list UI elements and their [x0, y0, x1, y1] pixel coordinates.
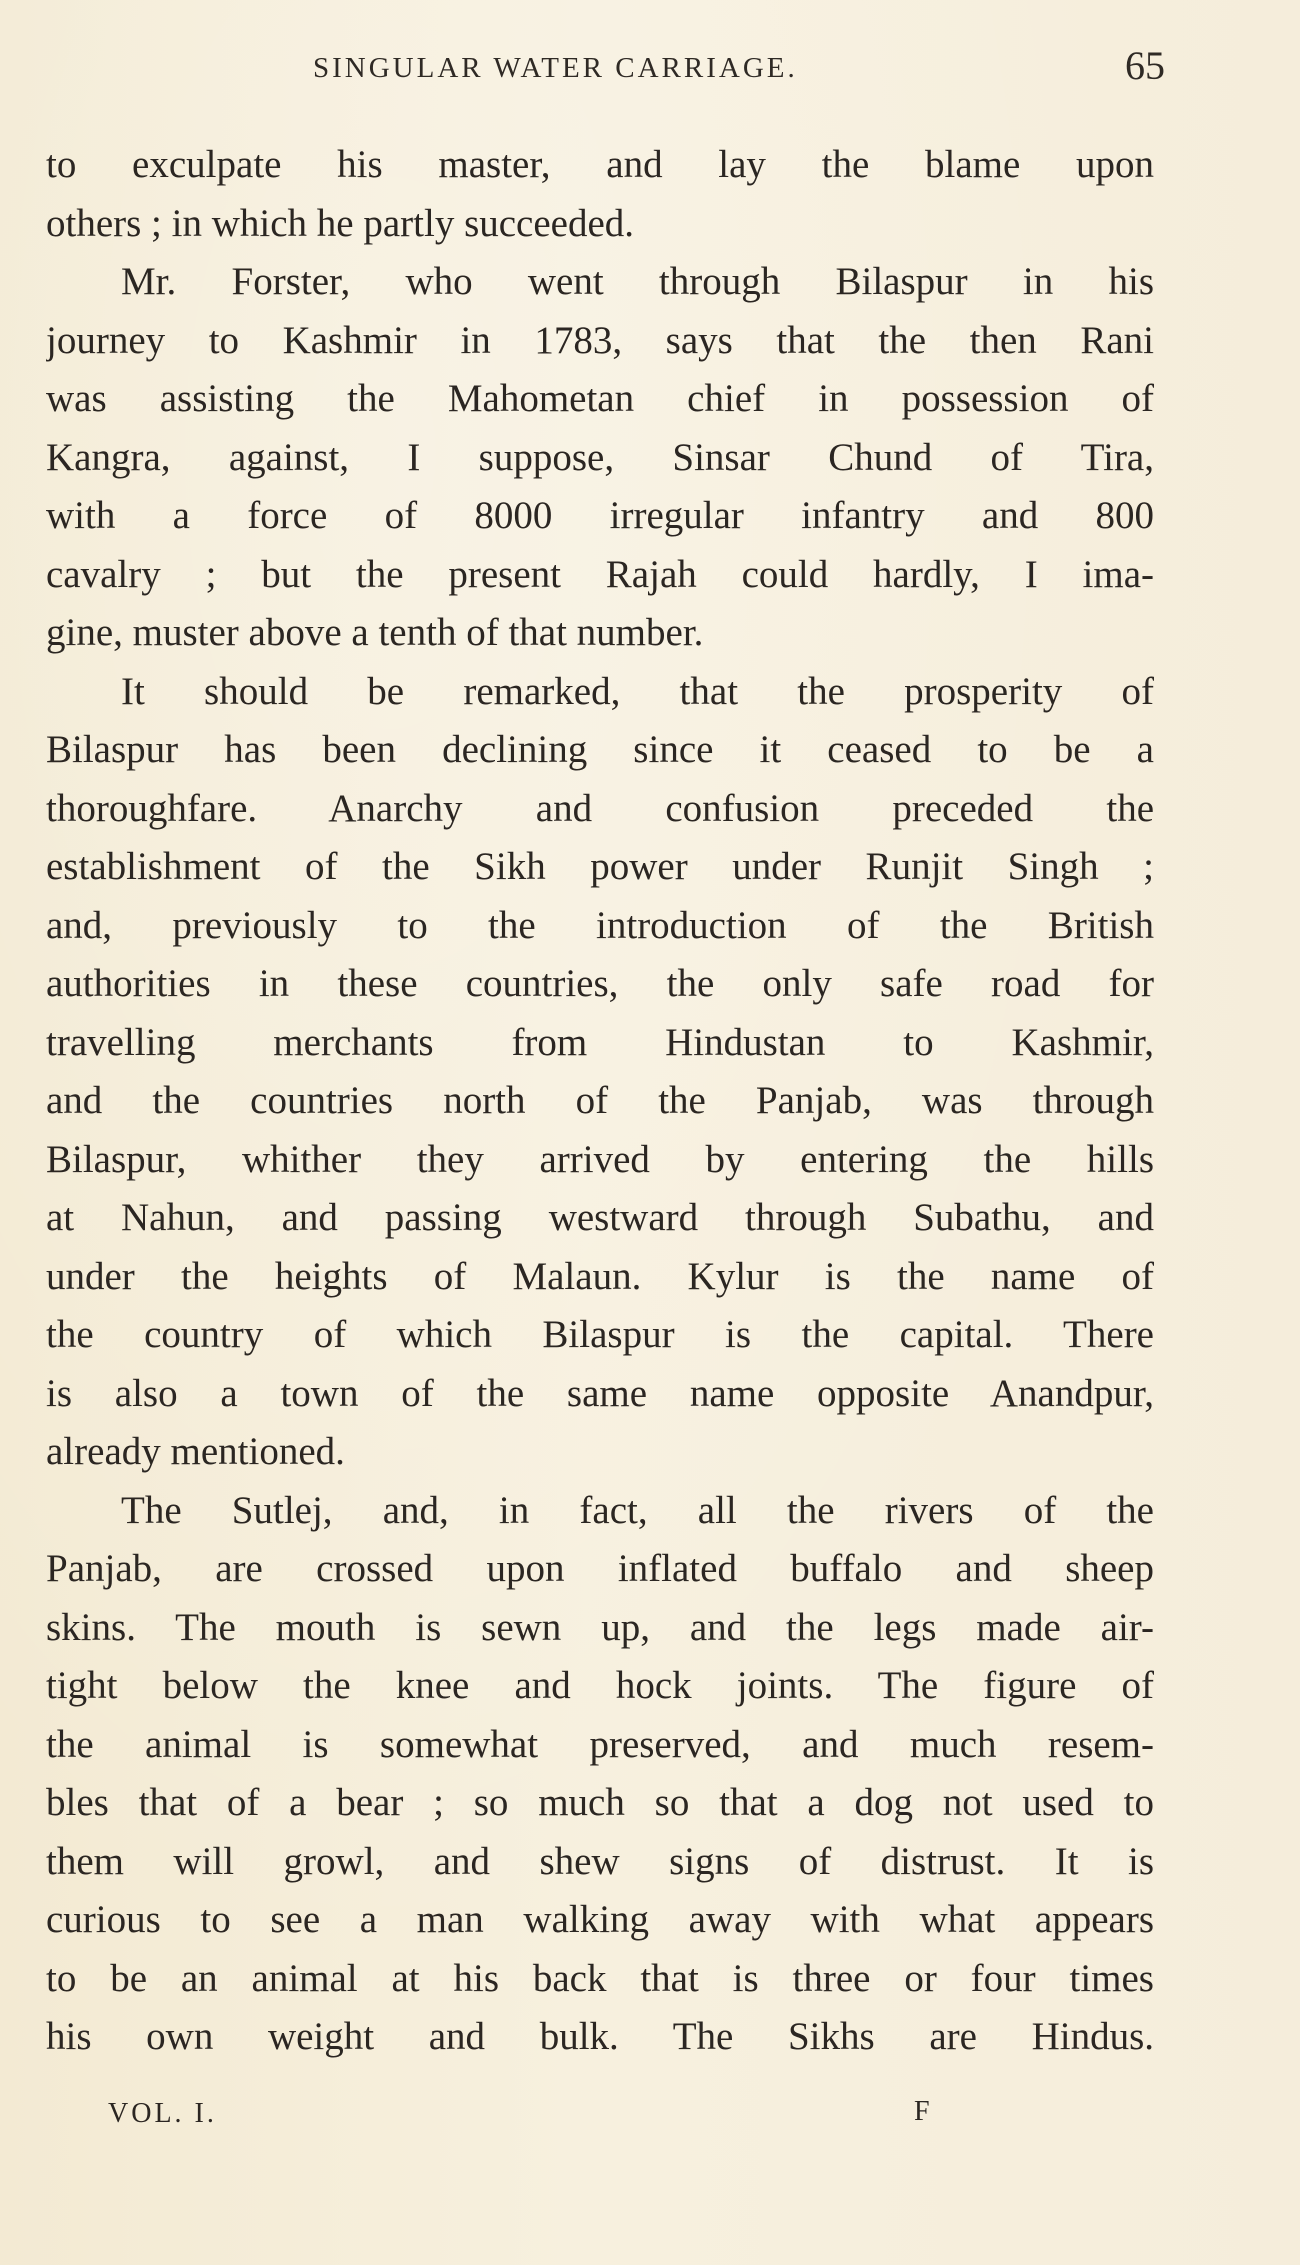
text-line: the animal is somewhat preserved, and much resem- — [46, 1722, 1154, 1766]
running-title: SINGULAR WATER CARRIAGE. — [313, 52, 798, 84]
text-line: cavalry ; but the present Rajah could hardly, I ima- — [46, 552, 1154, 596]
text-line: establishment of the Sikh power under Runjit Singh ; — [46, 845, 1154, 888]
text-line: curious to see a man walking away with what appears — [46, 1898, 1154, 1941]
text-line: bles that of a bear ; so much so that a dog not used to — [46, 1781, 1154, 1824]
text-line: travelling merchants from Hindustan to Kashmir, — [46, 1020, 1154, 1064]
text-line: his own weight and bulk. The Sikhs are Hindus. — [46, 2015, 1154, 2058]
text-line: thoroughfare. Anarchy and confusion preceded the — [46, 786, 1154, 830]
text-line: at Nahun, and passing westward through Subathu, and — [46, 1196, 1154, 1239]
text-line: to exculpate his master, and lay the blame upon — [46, 143, 1154, 186]
text-line: Kangra, against, I suppose, Sinsar Chund of Tira, — [46, 435, 1154, 479]
page-number: 65 — [1125, 43, 1165, 88]
text-line: the country of which Bilaspur is the capital. There — [46, 1313, 1154, 1356]
text-line: gine, muster above a tenth of that number. — [46, 611, 704, 654]
text-line: under the heights of Malaun. Kylur is the name of — [46, 1254, 1154, 1298]
text-line: and, previously to the introduction of the British — [46, 903, 1154, 947]
paragraph-first-line: The Sutlej, and, in fact, all the rivers of the — [121, 1488, 1154, 1532]
signature-mark: F — [914, 2096, 930, 2127]
text-line: tight below the knee and hock joints. The figure of — [46, 1664, 1154, 1707]
text-line: others ; in which he partly succeeded. — [46, 201, 635, 245]
running-head — [305, 42, 1165, 98]
text-line: authorities in these countries, the only safe road for — [46, 962, 1154, 1005]
page-footer — [0, 2090, 1300, 2140]
paragraph-first-line: Mr. Forster, who went through Bilaspur in his — [121, 260, 1154, 303]
text-line: skins. The mouth is sewn up, and the legs made air- — [46, 1605, 1154, 1649]
text-line: with a force of 8000 irregular infantry and 800 — [46, 494, 1154, 537]
text-line: already mentioned. — [46, 1430, 345, 1473]
text-line: them will growl, and shew signs of distrust. It is — [46, 1839, 1154, 1883]
text-line: Bilaspur has been declining since it ceased to be a — [46, 728, 1154, 771]
text-line: Bilaspur, whither they arrived by entering the hills — [46, 1137, 1154, 1181]
text-line: is also a town of the same name opposite Anandpur, — [46, 1371, 1154, 1415]
text-line: and the countries north of the Panjab, was through — [46, 1079, 1154, 1122]
text-line: was assisting the Mahometan chief in possession of — [46, 377, 1154, 420]
body-text — [46, 136, 1154, 2067]
text-line: Panjab, are crossed upon inflated buffalo and sheep — [46, 1547, 1154, 1590]
text-line: journey to Kashmir in 1783, says that the then Rani — [46, 318, 1154, 362]
paragraph-first-line: It should be remarked, that the prosperity of — [121, 669, 1154, 713]
volume-label: VOL. I. — [108, 2098, 217, 2129]
text-line: to be an animal at his back that is three or four times — [46, 1956, 1154, 2000]
